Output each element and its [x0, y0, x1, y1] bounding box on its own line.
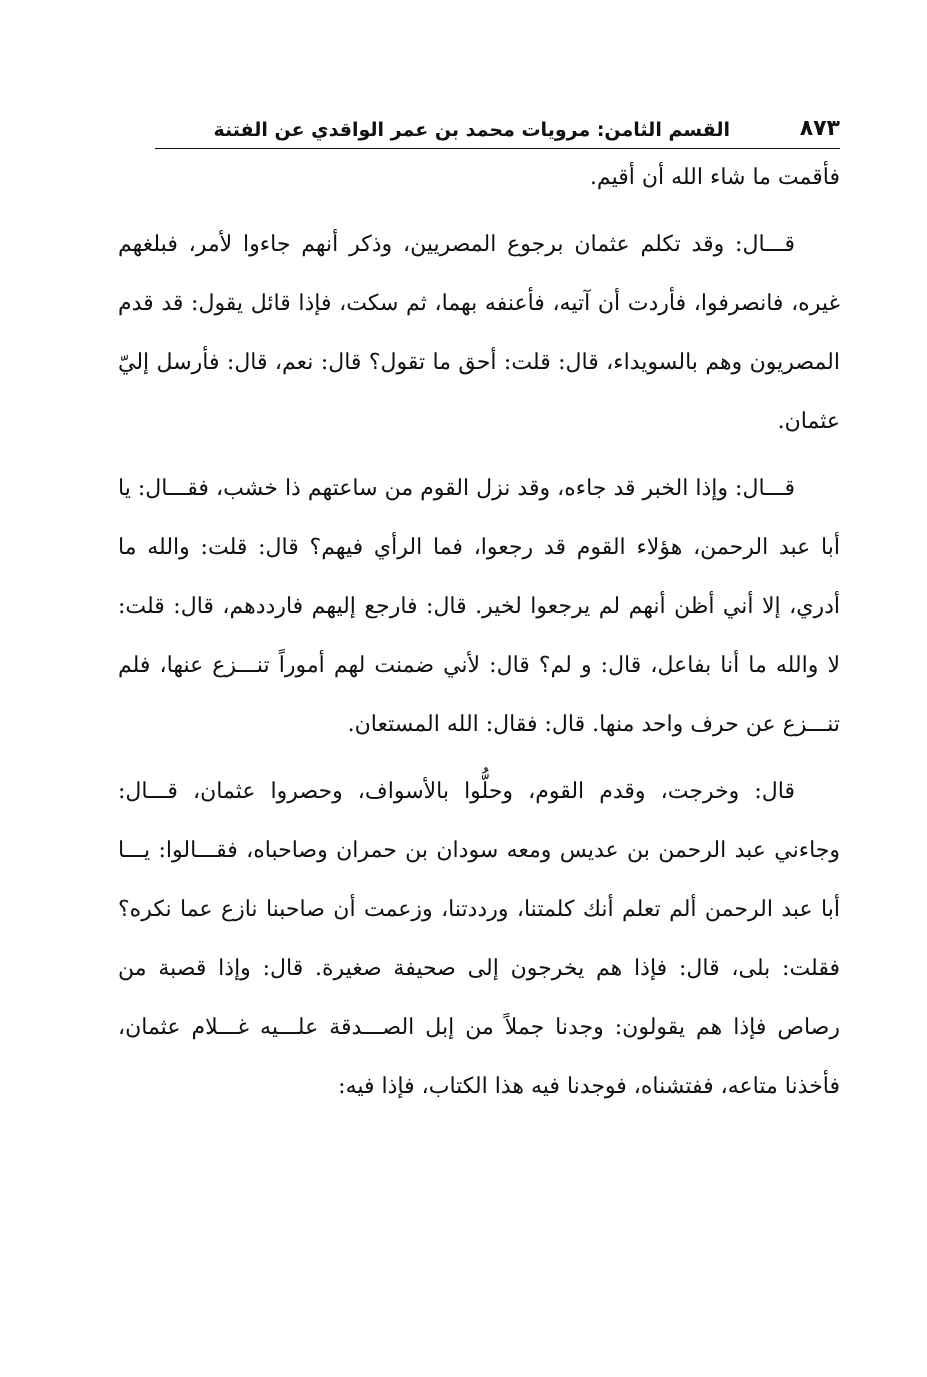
paragraph-3: قـــال: وإذا الخبر قد جاءه، وقد نزل القوم من ساعتهم ذا خشب، فقـــال: يا أبا عبد الرحمن، هؤلاء القوم قد رجعوا، فما الرأي فيهم؟ قال: قلت: والله ما أدري، إلا أني أظن أنهم لم يرجعوا لخير. قال: فارجع إليهم فارددهم، قال: قلت: لا والله ما أنا بفاعل، قال: و لم؟ قال: لأني ضمنت لهم أموراً تنـــزع عنها، فلم تنـــزع عن حرف واحد منها. قال: فقال: الله المستعان. — [118, 476, 840, 737]
page-header — [155, 112, 840, 149]
paragraph-4: قال: وخرجت، وقدم القوم، وحلُّوا بالأسواف، وحصروا عثمان، قـــال: وجاءني عبد الرحمن بن عديس ومعه سودان بن حمران وصاحباه، فقـــالوا: يـــا أبا عبد الرحمن ألم تعلم أنك كلمتنا، ورددتنا، وزعمت أن صاحبنا نازع عما نكره؟ فقلت: بلى، قال: فإذا هم يخرجون إلى صحيفة صغيرة. قال: وإذا قصبة من رصاص فإذا هم يقولون: وجدنا جملاً من إبل الصـــدقة علـــيه غـــلام عثمان، فأخذنا متاعه، ففتشناه، فوجدنا فيه هذا الكتاب، فإذا فيه: — [118, 779, 840, 1099]
body-text — [118, 148, 840, 1116]
paragraph-2: قـــال: وقد تكلم عثمان برجوع المصريين، وذكر أنهم جاءوا لأمر، فبلغهم غيره، فانصرفوا، فأردت أن آتيه، فأعنفه بهما، ثم سكت، فإذا قائل يقول: قد قدم المصريون وهم بالسويداء، قال: قلت: أحق ما تقول؟ قال: نعم، قال: فأرسل إليّ عثمان. — [118, 232, 840, 434]
paragraph-1: فأقمت ما شاء الله أن أقيم. — [589, 165, 840, 190]
page-number: ٨٧٣ — [799, 116, 840, 141]
running-title: القسم الثامن: مرويات محمد بن عمر الواقدي عن الفتنة — [213, 119, 730, 141]
